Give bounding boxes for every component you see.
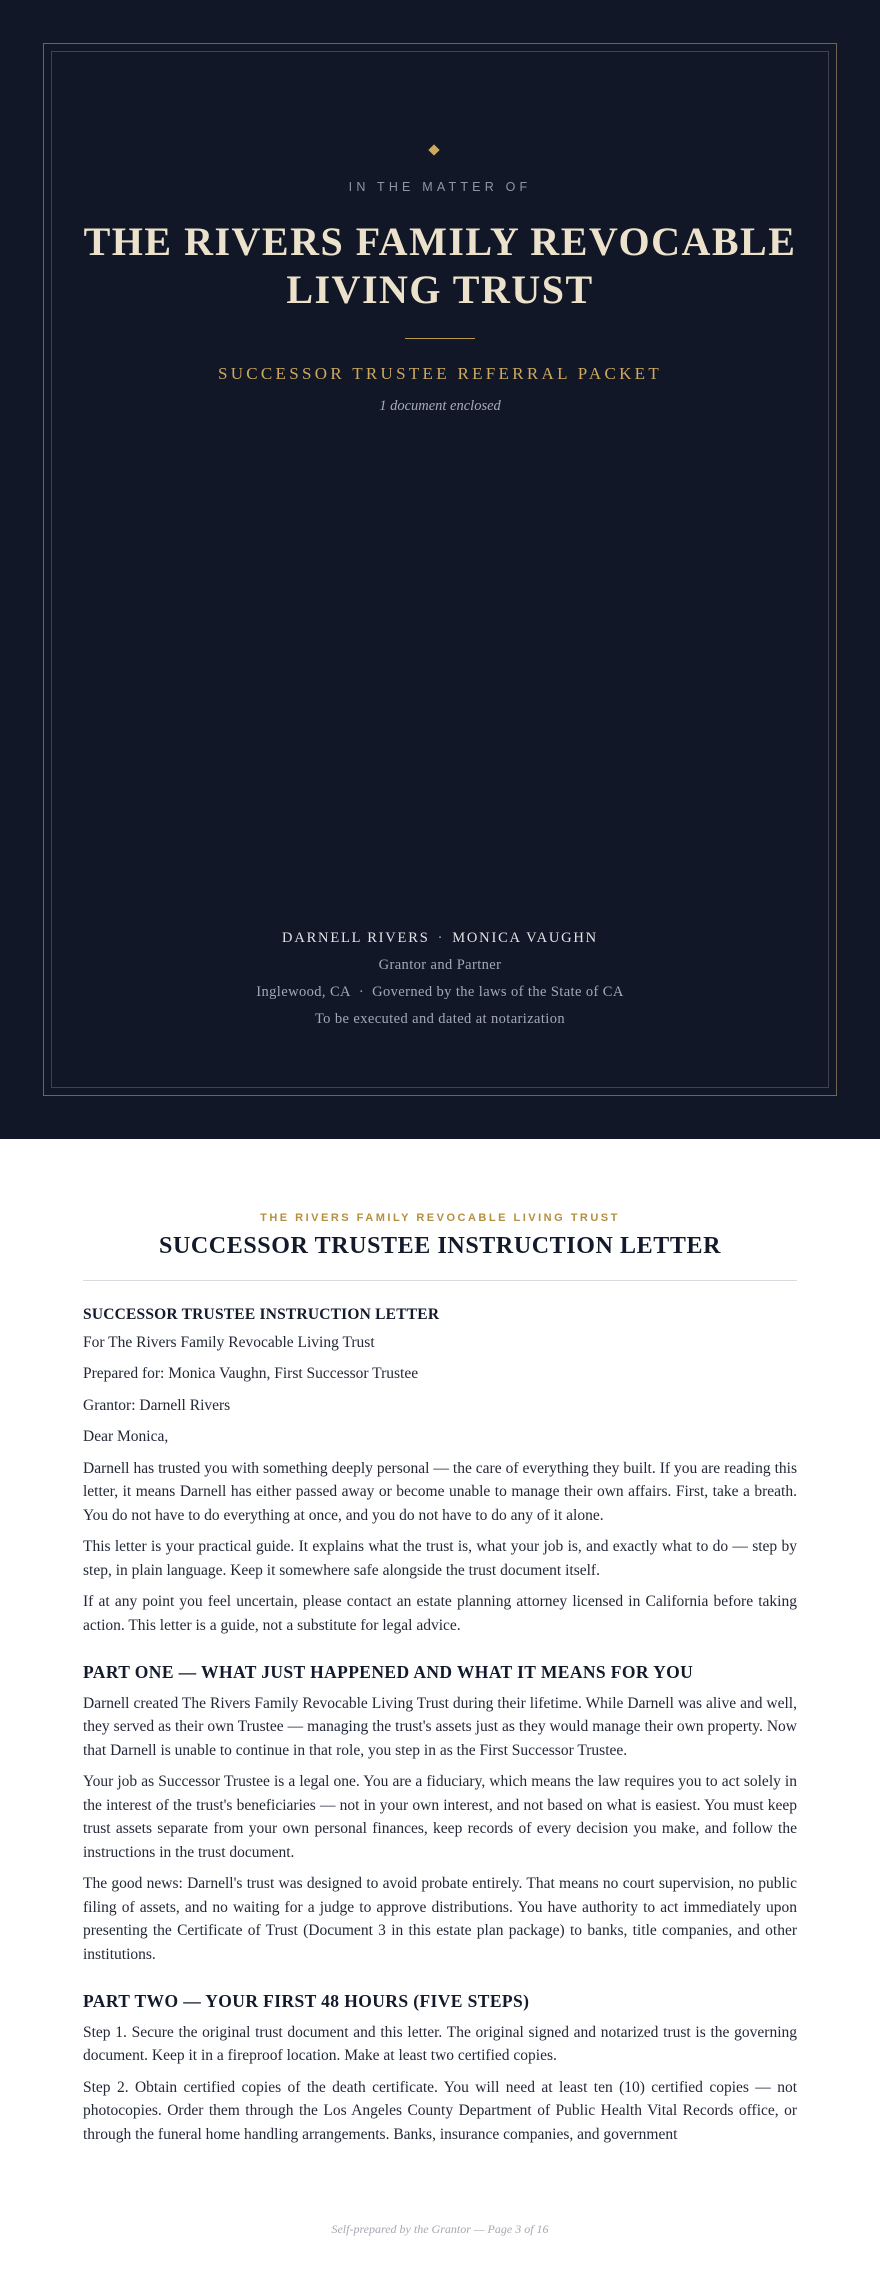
letter-subheading: SUCCESSOR TRUSTEE INSTRUCTION LETTER (83, 1306, 440, 1323)
part-two-heading: PART TWO — YOUR FIRST 48 HOURS (FIVE STEPS) (83, 1991, 530, 2011)
cover-location-line (0, 984, 880, 1001)
location-separator: · (358, 984, 365, 1000)
letter-title-divider (83, 1280, 797, 1281)
page-footer: Self-prepared by the Grantor — Page 3 of 16 (331, 2222, 549, 2236)
cover-enclosed-count: 1 document enclosed (379, 398, 501, 414)
intro-paragraph: This letter is your practical guide. It explains what the trust is, what your job is, and exactly what to do — step by step, in plain language. Keep it somewhere safe alongside the trust document itself. (83, 1538, 797, 1579)
cover-title: THE RIVERS FAMILY REVOCABLE LIVING TRUST (83, 219, 797, 312)
cover-packet-title: SUCCESSOR TRUSTEE REFERRAL PACKET (217, 364, 663, 383)
instruction-letter-page (0, 1139, 880, 2276)
cover-matter-label: IN THE MATTER OF (348, 180, 532, 194)
cover-divider (405, 338, 475, 339)
letter-for-line: For The Rivers Family Revocable Living Trust (83, 1333, 375, 1351)
letter-eyebrow: THE RIVERS FAMILY REVOCABLE LIVING TRUST (260, 1212, 620, 1224)
letter-title: SUCCESSOR TRUSTEE INSTRUCTION LETTER (159, 1233, 721, 1259)
part-one-paragraph: Darnell created The Rivers Family Revocable Living Trust during their lifetime. While Darnell was alive and well, they served as their own Trustee — managing the trust's assets just as they would manage their own property. Now that Darnell is unable to continue in that role, you step in as the First Successor Trustee. (83, 1694, 797, 1759)
letter-salutation: Dear Monica, (83, 1428, 169, 1445)
part-one-paragraph: The good news: Darnell's trust was designed to avoid probate entirely. That means no court supervision, no public filing of assets, and no waiting for a judge to approve distributions. You have authority to act immediately upon presenting the Certificate of Trust (Document 3 in this estate plan package) to banks, title companies, and other institutions. (83, 1875, 797, 1963)
cover-execution-note: To be executed and dated at notarization (314, 1011, 566, 1027)
part-one-paragraph: Your job as Successor Trustee is a legal one. You are a fiduciary, which means the law requires you to act solely in the interest of the trust's beneficiaries — not in your own interest, and not based on what is easiest. You must keep trust assets separate from your own personal finances, keep records of every decision you make, and follow the instructions in the trust document. (83, 1773, 797, 1861)
part-one-heading: PART ONE — WHAT JUST HAPPENED AND WHAT IT MEANS FOR YOU (83, 1662, 694, 1682)
intro-paragraph: Darnell has trusted you with something deeply personal — the care of everything they built. If you are reading this letter, it means Darnell has either passed away or become unable to manage their own affairs. First, take a breath. You do not have to do everything at once, and you do not have to do any of it alone. (83, 1459, 797, 1524)
party-two-name: MONICA VAUGHN (452, 930, 598, 946)
part-two-step: Step 2. Obtain certified copies of the death certificate. You will need at least ten (10) certified copies — not photocopies. Order them through the Los Angeles County Department of Public Health Vital Records office, or through the funeral home handling arrangements. Banks, insurance companies, and government (83, 2078, 797, 2143)
letter-body (83, 1303, 797, 2154)
part-two-step: Step 1. Secure the original trust document and this letter. The original signed and notarized trust is the governing document. Keep it in a fireproof location. Make at least two certified copies. (83, 2023, 797, 2064)
letter-grantor: Grantor: Darnell Rivers (83, 1396, 231, 1414)
cover-parties (0, 930, 880, 947)
cover-governing-law: Governed by the laws of the State of CA (372, 984, 624, 1000)
letter-prepared-for: Prepared for: Monica Vaughn, First Successor Trustee (83, 1365, 419, 1382)
cover-location: Inglewood, CA (256, 984, 351, 1000)
party-separator: · (437, 930, 445, 946)
intro-paragraph: If at any point you feel uncertain, please contact an estate planning attorney licensed in California before taking action. This letter is a guide, not a substitute for legal advice. (83, 1593, 797, 1634)
cover-roles: Grantor and Partner (378, 957, 502, 973)
party-one-name: DARNELL RIVERS (282, 930, 430, 946)
